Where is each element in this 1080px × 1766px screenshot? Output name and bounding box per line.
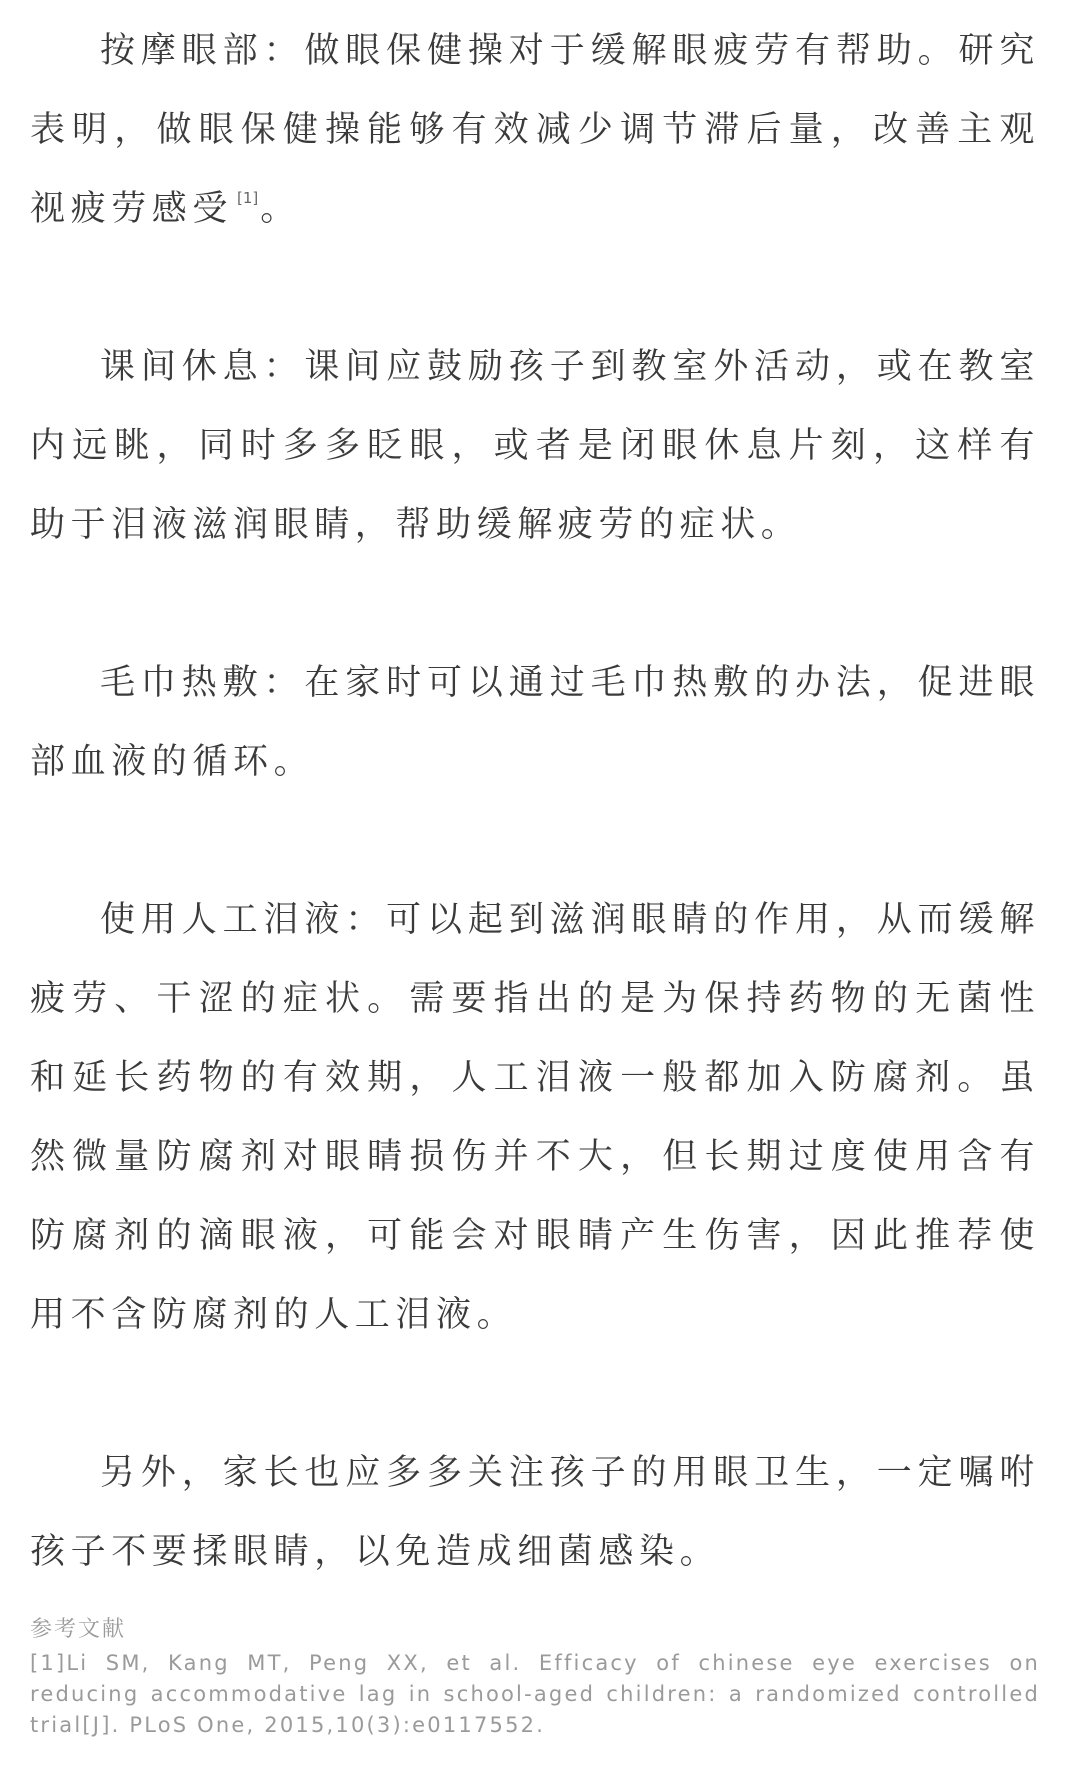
paragraph-warm-towel [30, 644, 1040, 802]
references-section [30, 1614, 1040, 1741]
paragraph-eye-massage [30, 12, 1040, 249]
paragraph-text: 在家时可以通过毛巾热敷的办法，促进眼部血液的循环。 [30, 663, 1040, 782]
paragraph-label: 毛巾热敷： [100, 663, 305, 703]
article-body [30, 12, 1040, 1592]
paragraph-parental-advice [30, 1434, 1040, 1592]
paragraph-label: 按摩眼部： [100, 31, 305, 71]
paragraph-text: 可以起到滋润眼睛的作用，从而缓解疲劳、干涩的症状。需要指出的是为保持药物的无菌性和延长药物的有效期，人工泪液一般都加入防腐剂。虽然微量防腐剂对眼睛损伤并不大，但长期过度使用含有防腐剂的滴眼液，可能会对眼睛产生伤害，因此推荐使用不含防腐剂的人工泪液。 [30, 900, 1040, 1335]
paragraph-label: 使用人工泪液： [100, 900, 387, 940]
references-heading: 参考文献 [30, 1617, 127, 1642]
paragraph-break-time [30, 328, 1040, 565]
paragraph-tail: 。 [260, 189, 301, 229]
citation-marker[interactable]: [1] [237, 189, 259, 207]
reference-item: [1]Li SM, Kang MT, Peng XX, et al. Efficacy of chinese eye exercises on reducing accommodative lag in school-aged children: a randomized controlled trial[J]. PLoS One, 2015,10(3):e0117552. [30, 1651, 1040, 1737]
paragraph-text: 做眼保健操对于缓解眼疲劳有帮助。研究表明，做眼保健操能够有效减少调节滞后量，改善主观视疲劳感受 [30, 31, 1040, 229]
paragraph-text: 课间应鼓励孩子到教室外活动，或在教室内远眺，同时多多眨眼，或者是闭眼休息片刻，这样有助于泪液滋润眼睛，帮助缓解疲劳的症状。 [30, 347, 1040, 545]
paragraph-label: 课间休息： [100, 347, 305, 387]
paragraph-text: 另外，家长也应多多关注孩子的用眼卫生，一定嘱咐孩子不要揉眼睛，以免造成细菌感染。 [30, 1453, 1040, 1572]
paragraph-artificial-tears [30, 881, 1040, 1355]
